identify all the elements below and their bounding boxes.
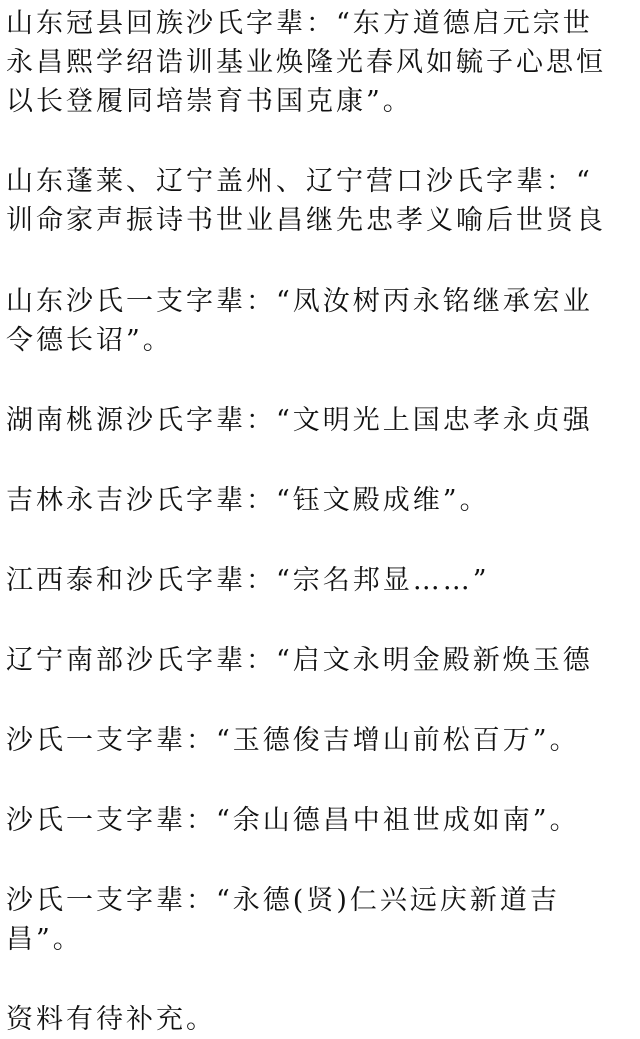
text-line: 令德长诏”。 [6,325,173,356]
paragraph-branch-yude [6,721,634,760]
paragraph-shandong-branch [6,282,634,360]
document-body [6,4,634,1039]
paragraph-shandong-penglai [6,162,634,240]
text-line: 吉林永吉沙氏字辈：“钰文殿成维”。 [6,485,490,516]
text-line: 沙氏一支字辈：“永德(贤)仁兴远庆新道吉 [6,885,560,916]
text-line: 山东冠县回族沙氏字辈：“东方道德启元宗世 [6,8,593,39]
text-line: 辽宁南部沙氏字辈：“启文永明金殿新焕玉德 [6,645,593,676]
text-line: 山东沙氏一支字辈：“凤汝树丙永铭继承宏业 [6,286,593,317]
paragraph-branch-yongde [6,881,634,959]
text-line: 江西泰和沙氏字辈：“宗名邦显……” [6,565,490,596]
text-line: 湖南桃源沙氏字辈：“文明光上国忠孝永贞强 [6,405,593,436]
paragraph-note [6,1000,634,1039]
text-line: 训命家声振诗书世业昌继先忠孝义喻后世贤良 [6,205,606,236]
text-line: 昌”。 [6,924,83,955]
text-line: 沙氏一支字辈：“玉德俊吉增山前松百万”。 [6,725,580,756]
text-line: 沙氏一支字辈：“余山德昌中祖世成如南”。 [6,805,580,836]
text-line: 以长登履同培崇育书国克康”。 [6,86,413,117]
paragraph-branch-yushan [6,801,634,840]
paragraph-hunan-taoyuan [6,401,634,440]
paragraph-jiangxi-taihe [6,561,634,600]
text-line: 资料有待补充。 [6,1004,216,1035]
paragraph-jilin-yongji [6,481,634,520]
paragraph-shandong-guanxian [6,4,634,121]
paragraph-liaoning-south [6,641,634,680]
text-line: 山东蓬莱、辽宁盖州、辽宁营口沙氏字辈：“ [6,166,593,197]
text-line: 永昌熙学绍诰训基业焕隆光春风如毓子心思恒 [6,47,606,78]
